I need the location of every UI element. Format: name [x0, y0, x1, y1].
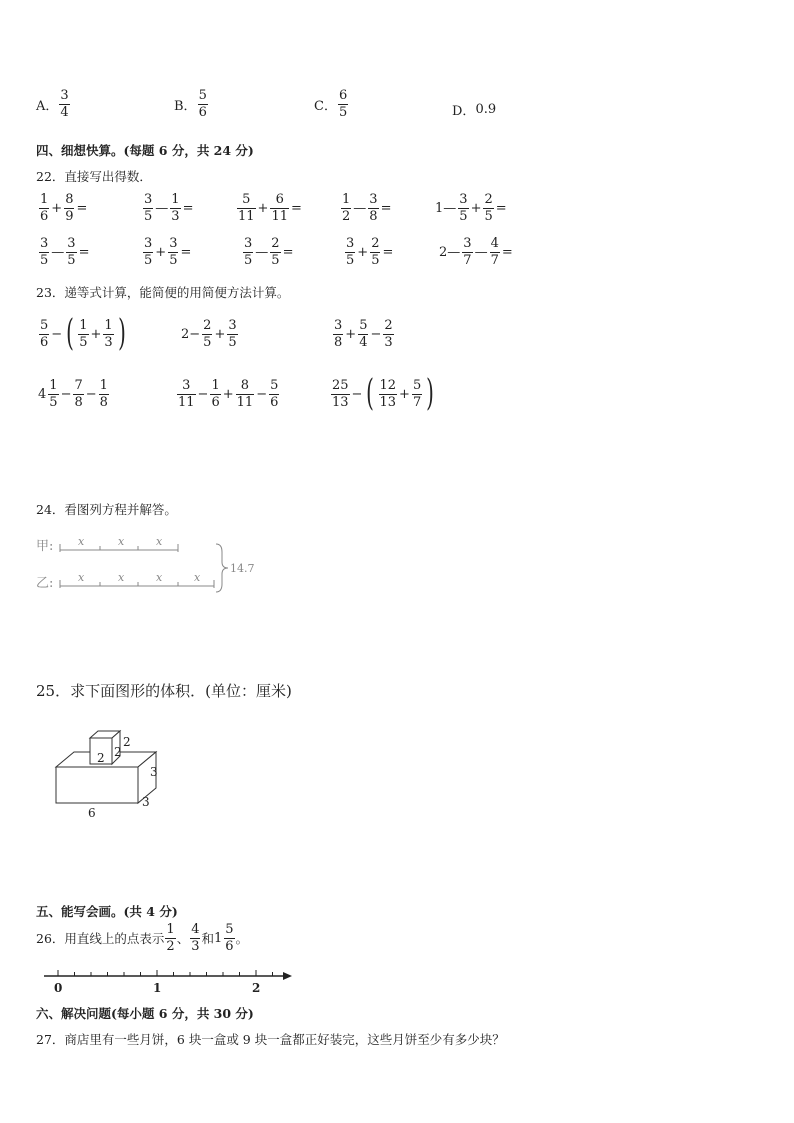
- q26-title: 26．用直线上的点表示 $\frac{1}{2}$ 、 $\frac{4}{3}$ 和 1 $\frac{5}{6}$ 。: [36, 922, 249, 954]
- section-6-title: 六、解决问题(每小题 6 分，共 30 分): [36, 1006, 254, 1021]
- q22-expr: $\frac{5}{11}$ + $\frac{6}{11}$ =: [238, 192, 302, 224]
- cuboid-figure: [50, 728, 170, 822]
- svg-text:6: 6: [88, 806, 96, 820]
- q22-expr: $\frac{3}{5}$ + $\frac{2}{5}$ =: [346, 236, 394, 268]
- option-a: A． $\frac{3}{4}$: [36, 88, 69, 120]
- q22-expr: 2— $\frac{3}{7}$ — $\frac{4}{7}$ =: [439, 236, 513, 268]
- option-d: D． 0.9: [452, 102, 497, 119]
- svg-text:2: 2: [97, 751, 105, 765]
- svg-text:x: x: [118, 571, 125, 584]
- svg-text:x: x: [118, 535, 125, 548]
- q22-expr: 1— $\frac{3}{5}$ + $\frac{2}{5}$ =: [435, 192, 507, 224]
- q23-expr: $\frac{3}{8}$ + $\frac{5}{4}$ − $\frac{2}{3}$: [334, 318, 393, 350]
- q22-expr: $\frac{3}{5}$ + $\frac{3}{5}$ =: [144, 236, 192, 268]
- svg-text:x: x: [78, 571, 85, 584]
- q24-title: 24．看图列方程并解答。: [36, 502, 177, 517]
- fraction: $\frac{6}{5}$: [338, 88, 348, 120]
- svg-text:x: x: [156, 571, 163, 584]
- option-b: B． $\frac{5}{6}$: [174, 88, 207, 120]
- svg-text:x: x: [78, 535, 85, 548]
- svg-text:3: 3: [150, 765, 158, 779]
- q23-expr: $\frac{5}{6}$ − ( $\frac{1}{5}$ + $\frac{1}{3}$ ): [40, 313, 126, 354]
- label-yi: 乙:: [36, 576, 54, 591]
- q22-title: 22．直接写出得数．: [36, 169, 152, 184]
- q23-title: 23．递等式计算，能简便的用简便方法计算。: [36, 285, 290, 300]
- q23-expr: 4 $\frac{1}{5}$ − $\frac{7}{8}$ − $\frac{1}{8}$: [38, 378, 108, 410]
- q25-title: 25．求下面图形的体积．(单位：厘米): [36, 682, 292, 700]
- svg-text:2: 2: [114, 745, 122, 759]
- section-4-title: 四、细想快算。(每题 6 分，共 24 分): [36, 143, 254, 158]
- q22-expr: $\frac{1}{6}$ + $\frac{8}{9}$ =: [40, 192, 88, 224]
- q22-expr: $\frac{1}{2}$ — $\frac{3}{8}$ =: [342, 192, 392, 224]
- q23-expr: $\frac{3}{11}$ − $\frac{1}{6}$ + $\frac{8}{11}$ − $\frac{5}{6}$: [178, 378, 279, 410]
- q22-expr: $\frac{3}{5}$ — $\frac{2}{5}$ =: [244, 236, 294, 268]
- q23-expr: 2− $\frac{2}{5}$ + $\frac{3}{5}$: [181, 318, 237, 350]
- svg-text:x: x: [156, 535, 163, 548]
- svg-text:2: 2: [252, 981, 261, 994]
- total-label: 14.7: [230, 562, 255, 575]
- svg-text:x: x: [194, 571, 201, 584]
- svg-text:1: 1: [153, 981, 162, 994]
- q27-title: 27．商店里有一些月饼，6 块一盒或 9 块一盒都正好装完，这些月饼至少有多少块？: [36, 1032, 505, 1047]
- fraction: $\frac{5}{6}$: [198, 88, 207, 120]
- svg-text:2: 2: [123, 735, 131, 749]
- q22-expr: $\frac{3}{5}$ — $\frac{3}{5}$ =: [40, 236, 90, 268]
- svg-text:3: 3: [142, 795, 150, 809]
- fraction: $\frac{3}{4}$: [60, 88, 69, 120]
- svg-text:0: 0: [54, 981, 63, 994]
- label-jia: 甲:: [36, 539, 54, 554]
- option-c: C． $\frac{6}{5}$: [314, 88, 348, 120]
- number-line: [40, 966, 296, 994]
- q23-expr: $\frac{25}{13}$ − ( $\frac{12}{13}$ + $\frac{5}{7}$ ): [332, 373, 435, 414]
- segment-diagram: [34, 530, 264, 596]
- q22-expr: $\frac{3}{5}$ — $\frac{1}{3}$ =: [144, 192, 194, 224]
- section-5-title: 五、能写会画。(共 4 分): [36, 904, 178, 919]
